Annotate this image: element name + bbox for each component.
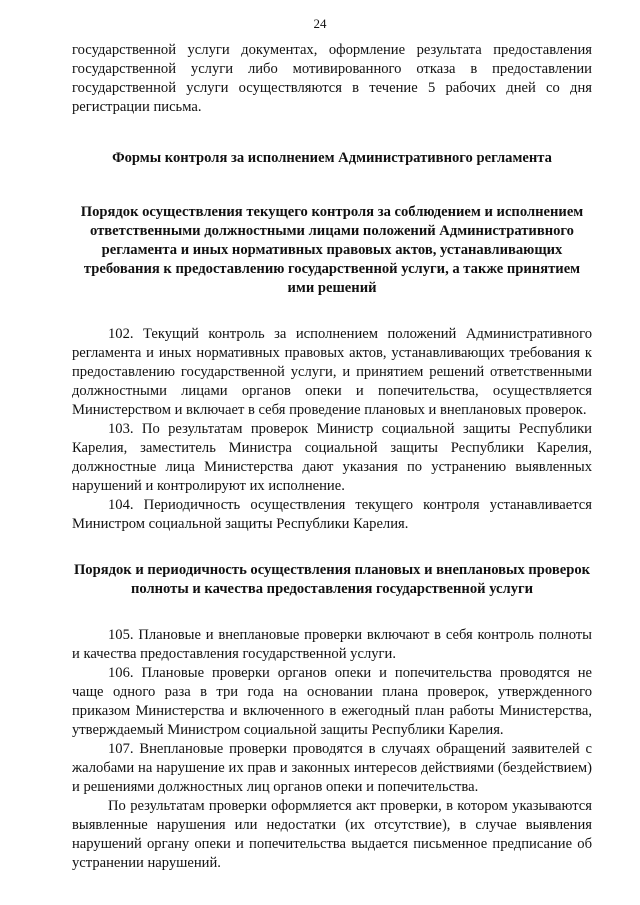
paragraph-107: 107. Внеплановые проверки проводятся в случаях обращений заявителей с жалобами на нарушение их прав и законных интересов действиями (бездействием) и решениями должностных лиц органов опеки и попечительства.	[72, 741, 592, 795]
paragraph-104: 104. Периодичность осуществления текущего контроля устанавливается Министром социальной защиты Республики Карелия.	[72, 497, 592, 532]
subsection-title-inspections: Порядок и периодичность осуществления плановых и внеплановых проверок полноты и качества предоставления государственной услуги	[73, 562, 591, 597]
paragraph-103: 103. По результатам проверок Министр социальной защиты Республики Карелия, заместитель Министра социальной защиты Республики Карелия, должностные лица Министерства дают указания по устранению выявленных нарушений и контролируют их исполнение.	[72, 421, 592, 494]
page-number: 24	[313, 16, 327, 31]
subsection-title-current-control: Порядок осуществления текущего контроля за соблюдением и исполнением ответственными должностными лицами положений Административного регламента и иных нормативных правовых актов, устанавливающих требования к предоставлению государственной услуги, а также принятием ими решений	[80, 204, 584, 296]
paragraph-105: 105. Плановые и внеплановые проверки включают в себя контроль полноты и качества предоставления государственной услуги.	[72, 627, 592, 662]
paragraph-inspection-act: По результатам проверки оформляется акт проверки, в котором указываются выявленные нарушения или недостатки (их отсутствие), в случае выявления нарушений органу опеки и попечительства выдается письменное предписание об устранении нарушений.	[72, 798, 592, 871]
paragraph-106: 106. Плановые проверки органов опеки и попечительства проводятся не чаще одного раза в три года на основании плана проверок, утвержденного приказом Министерства и включенного в ежегодный план работы Министерства, утверждаемый Министром социальной защиты Республики Карелия.	[72, 665, 592, 738]
intro-paragraph: государственной услуги документах, оформление результата предоставления государственной услуги либо мотивированного отказа в предоставлении государственной услуги осуществляются в течение 5 рабочих дней со дня регистрации письма.	[72, 42, 592, 115]
section-title: Формы контроля за исполнением Административного регламента	[112, 150, 552, 166]
paragraph-102: 102. Текущий контроль за исполнением положений Административного регламента и иных нормативных правовых актов, устанавливающих требования к предоставлению государственной услуги, и принятием решений ответственными должностными лицами органов опеки и попечительства, осуществляется Министерством и включает в себя проведение плановых и внеплановых проверок.	[72, 326, 592, 418]
page-body	[72, 41, 592, 873]
